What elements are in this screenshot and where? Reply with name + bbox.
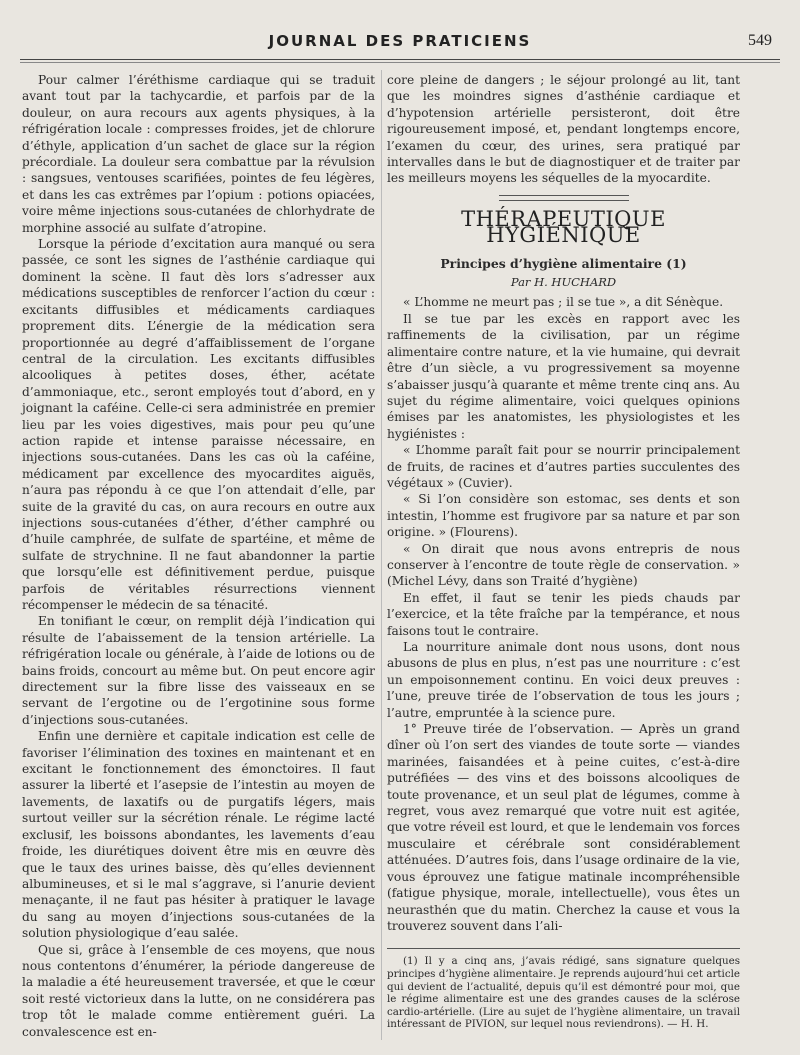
article-byline: Par H. HUCHARD xyxy=(510,275,617,290)
footnote: (1) Il y a cinq ans, j’avais rédigé, sans signature quelques principes d’hygiène alimentaire. Je reprends aujourd’hui cet article qui devient de l’actualité, depuis qu’il est démontré pour moi, que le régime alimentaire est une des grandes causes de la sclérose cardio-artérielle. (Lire au sujet de l’hygiène alimentaire, un travail intéressant de PIVION, sur lequel nous reviendrons). — H. H. xyxy=(387,955,740,1031)
paragraph: « Si l’on considère son estomac, ses dents et son intestin, l’homme est frugivore par sa nature et par son origine. » (Flourens). xyxy=(387,492,740,540)
paragraph: Il se tue par les excès en rapport avec les raffinements de la civilisation, par un régime alimentaire contre nature, et la vie humaine, qui devrait être d’un siècle, a vu progressivement sa moyenne s’abaisser jusqu’à quarante et même trente cinq ans. Au sujet du régime alimentaire, voici quelques opinions émises par les anatomistes, les physiologistes et les hygiénistes : xyxy=(387,311,740,441)
right-column xyxy=(387,72,740,1031)
paragraph: Enfin une dernière et capitale indication est celle de favoriser l’élimination des toxines en maintenant et en excitant le fonctionnement des émonctoires. Il faut assurer la liberté et l’asepsie de l’intestin au moyen de lavements, de laxatifs ou de purgatifs légers, mais surtout veiller sur la sécrétion rénale. Le régime lacté exclusif, les boissons abondantes, les lavements d’eau froide, les diurétiques doivent être mis en œuvre dès que le taux des urines baisse, dès qu’elles deviennent albumineuses, et si le mal s’aggrave, si l’anurie devient menaçante, il ne faut pas hésiter à pratiquer le lavage du sang au moyen d’injections sous-cutanées de la solution physiologique d’eau salée. xyxy=(22,729,375,941)
continuation-paragraph: core pleine de dangers ; le séjour prolongé au lit, tant que les moindres signes d’asthénie cardiaque et d’hypotension artérielle persisteront, doit être rigoureusement imposé, et, pendant longtemps encore, l’examen du cœur, des urines, sera pratiqué par intervalles dans le but de diagnostiquer et de traiter par les meilleurs moyens les séquelles de la myocardite. xyxy=(387,73,740,186)
paragraph: Pour calmer l’éréthisme cardiaque qui se traduit avant tout par la tachycardie, et parfois par de la douleur, on aura recours aux agents physiques, à la réfrigération locale : compresses froides, jet de chlorure d’éthyle, application d’un sachet de glace sur la région précordiale. La douleur sera combattue par la révulsion : sangsues, ventouses scarifiées, pointes de feu légères, et dans les cas extrêmes par l’opium : potions opiacées, voire même injections sous-cutanées de chlorhydrate de morphine associé au sulfate d’atropine. xyxy=(22,73,375,235)
left-column xyxy=(22,72,375,1040)
paragraph: En effet, il faut se tenir les pieds chauds par l’exercice, et la tête fraîche par la tempérance, et nous faisons tout le contraire. xyxy=(387,590,740,638)
paragraph: En tonifiant le cœur, on remplit déjà l’indication qui résulte de l’abaissement de la tension artérielle. La réfrigération locale ou générale, à l’aide de lotions ou de bains froids, concourt au même but. On peut encore agir directement sur la fibre lisse des vaisseaux en se servant de l’ergotine ou de l’ergotinine sous forme d’injections sous-cutanées. xyxy=(22,614,375,727)
column-divider xyxy=(381,70,382,1040)
page-number: 549 xyxy=(748,32,772,49)
paragraph: « On dirait que nous avons entrepris de nous conserver à l’encontre de toute règle de conservation. » (Michel Lévy, dans son Traité d’hygiène) xyxy=(387,541,740,589)
paragraph: 1° Preuve tirée de l’observation. — Après un grand dîner où l’on sert des viandes de toute sorte — viandes marinées, faisandées et à peine cuites, c’est-à-dire putréfiées — des vins et des boissons alcooliques de toute provenance, et un seul plat de légumes, comme à regret, vous avez remarqué que votre nuit est agitée, que votre réveil est lourd, et que le lendemain vos forces musculaire et cérébrale sont considérablement atténuées. D’autres fois, dans l’usage ordinaire de la vie, vous éprouvez une fatigue matinale incompréhensible (fatigue physique, morale, intellectuelle), vous êtes un neurasthén que du matin. Cherchez la cause et vous la trouverez souvent dans l’ali- xyxy=(387,722,740,933)
article-title: Principes d’hygiène alimentaire (1) xyxy=(440,255,687,271)
header-rule-secondary xyxy=(20,62,780,63)
section-title: THÉRAPEUTIQUE HYGIÉNIQUE xyxy=(461,206,666,248)
paragraph: « L’homme paraît fait pour se nourrir principalement de fruits, de racines et d’autres parties succulentes des végétaux » (Cuvier). xyxy=(387,443,740,490)
paragraph: « L’homme ne meurt pas ; il se tue », a dit Sénèque. xyxy=(403,295,724,310)
header-rule xyxy=(20,59,780,60)
paragraph: La nourriture animale dont nous usons, dont nous abusons de plus en plus, n’est pas une nourriture : c’est un empoisonnement continu. En voici deux preuves : l’une, preuve tirée de l’observation de tous les jours ; l’autre, empruntée à la science pure. xyxy=(387,640,740,720)
running-title: JOURNAL DES PRATICIENS xyxy=(268,32,532,50)
page-header xyxy=(20,28,780,58)
section-ornament xyxy=(499,195,629,201)
paragraph: Lorsque la période d’excitation aura manqué ou sera passée, ce sont les signes de l’asthénie cardiaque qui dominent la scène. Il faut dès lors s’adresser aux médications susceptibles de renforcer l’action du cœur : excitants diffusibles et médicaments cardiaques proprement dits. L’énergie de la médication sera proportionnée au degré d’affaiblissement de l’organe central de la circulation. Les excitants diffusibles alcooliques à petites doses, éther, acétate d’ammoniaque, etc., seront employés tout d’abord, en y joignant la caféine. Celle-ci sera administrée en premier lieu par les voies digestives, mais pour peu qu’une action rapide et intense paraisse nécessaire, en injections sous-cutanées. Dans les cas où la caféine, médicament par excellence des myocardites aiguës, n’aura pas répondu à ce que l’on attendait d’elle, par suite de la gravité du cas, on aura recours en outre aux injections sous-cutanées d’éther, d’éther camphré ou d’huile camphrée, de sulfate de spartéine, et même de sulfate de strychnine. Il ne faut abandonner la partie que lorsqu’elle est définitivement perdue, puisque parfois de véritables résurrections viennent récompenser le médecin de sa ténacité. xyxy=(22,237,375,612)
footnote-rule xyxy=(387,948,740,949)
paragraph: Que si, grâce à l’ensemble de ces moyens, que nous nous contentons d’énumérer, la période dangereuse de la maladie a été heureusement traversée, et que le cœur soit resté victorieux dans la lutte, on ne considérera pas trop tôt le malade comme entièrement guéri. La convalescence est en- xyxy=(22,942,375,1039)
